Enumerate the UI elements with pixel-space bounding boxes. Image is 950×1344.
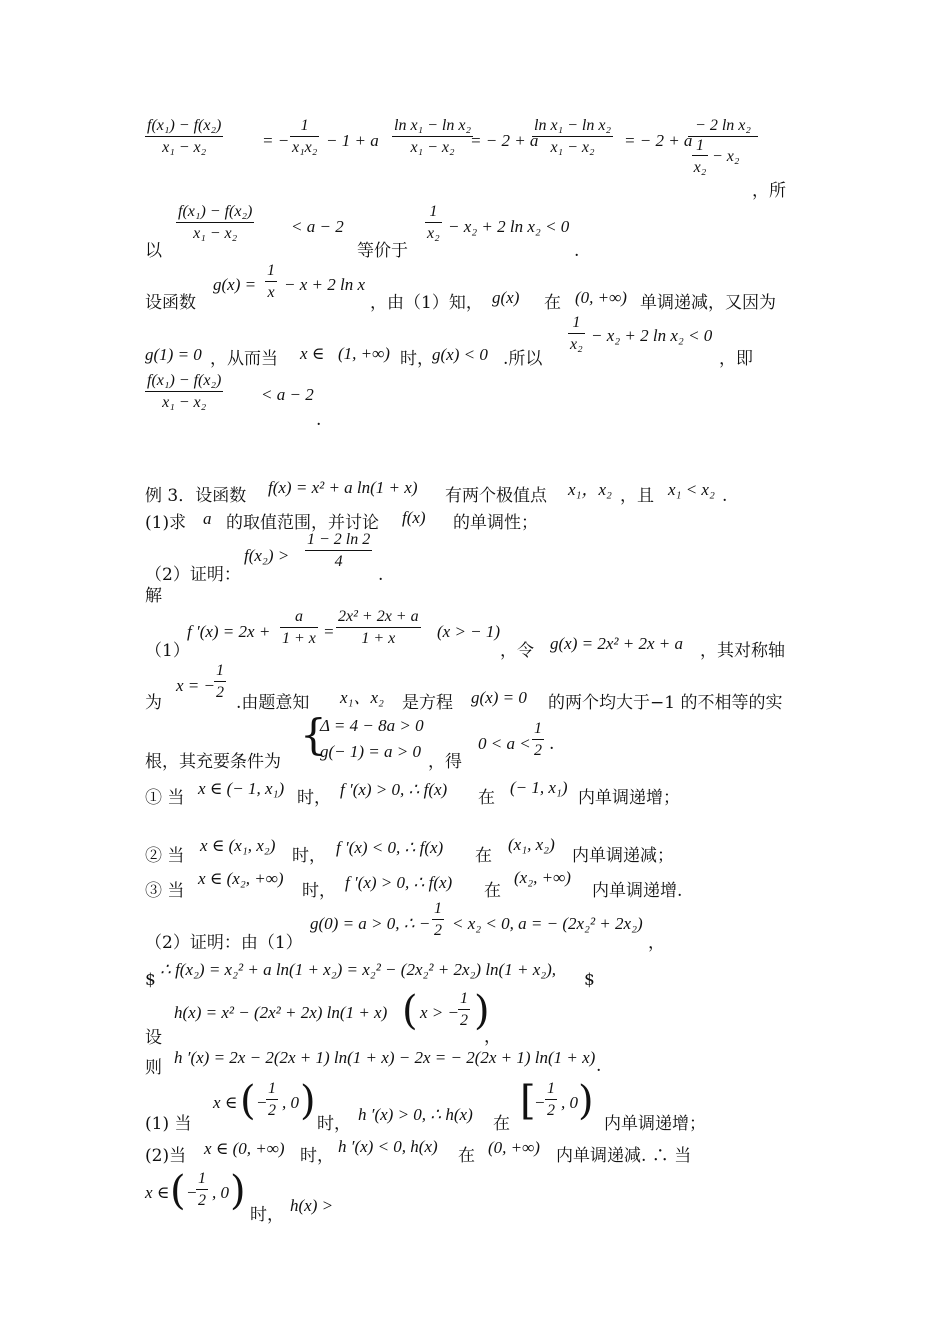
fraction-derivative: 2x² + 2x + a 1 + x — [338, 608, 419, 647]
fraction-one-half: 1 2 — [216, 662, 224, 701]
fraction-one-over-x1x2: 1 x₁x₂ — [292, 117, 318, 156]
fraction-log-difference-2: ln x₁ − ln x₂ x₁ − x₂ — [534, 117, 612, 156]
fraction-one-half-g: 1 2 — [198, 1170, 206, 1209]
example-heading: 例 3．设函数 — [145, 486, 247, 506]
fraction-difference-quotient-3: f(x₁) − f(x₂) x₁ − x₂ — [147, 372, 222, 411]
fraction-difference-quotient-2: f(x₁) − f(x₂) x₁ − x₂ — [178, 203, 253, 242]
fraction-one-half-c: 1 2 — [434, 900, 442, 939]
fraction-log-difference: ln x₁ − ln x₂ x₁ − x₂ — [394, 117, 472, 156]
fraction-one-half-d: 1 2 — [460, 990, 468, 1029]
fraction-compound: − 2 ln x₂ 1 x₂ − x₂ — [688, 117, 758, 183]
fraction-one-half-e: 1 2 — [268, 1080, 276, 1119]
fraction-bound: 1 − 2 ln 2 4 — [307, 531, 371, 570]
document-page: f(x₁) − f(x₂) x₁ − x₂ = − 1 x₁x₂ − 1 + a ln x₁ − ln x₂ x₁ − x₂ = − 2 + a ln x₁ − ln x₂ x₁ − x₂ = − 2 + a − 2 ln x₂ 1 x₂ − x₂ ，所 以 f(x₁) − f(x₂) x₁ − x₂ < a − 2 等价于 1 x₂ − x₂ + 2 ln x₂ < 0 . 设函数 g(x) = 1 x − x + 2 ln x ，由（1）知， g(x) 在 (0, +∞) 单调递减，又因为 g(1) = 0 ，从而当 x ∈ (1, +∞) 时， g(x) < 0 .所以 1 x₂ − x₂ + 2 ln x₂ < 0 ，即 f(x₁) − f(x₂) x₁ − x₂ < a − 2 . 例 3．设函数 f(x) = x² + a ln(1 + x) 有两个极值点 x₁，x₂ ，且 x₁ < x₂ . (1)求 a 的取值范围，并讨论 f(x) 的单调性； （2）证明： f(x₂) > 1 − 2 ln 2 4 . 解 （1） f ′(x) = 2x + a 1 + x = 2x² + 2x + a 1 + x (x > − 1) ，令 g(x) = 2x² + 2x + a ，其对称轴 为 x = − 1 2 .由题意知 x₁、x₂ 是方程 g(x) = 0 的两个均大于−1 的不相等的实 根，其充要条件为 { Δ = 4 − 8a > 0 g(− 1) = a > 0 ，得 0 < a < 1 2 . ① 当 x ∈ (− 1, x₁) 时， f ′(x) > 0, ∴ f(x) 在 (− 1, x₁) 内单调递增； ② 当 x ∈ (x₁, x₂) 时， f ′(x) < 0, ∴ f(x) 在 (x₁, x₂) 内单调递减； ③ 当 x ∈ (x₂, +∞) 时， f ′(x) > 0, ∴ f(x) 在 (x₂, +∞) 内单调递增. （2）证明：由（1） g(0) = a > 0, ∴ − 1 2 < x₂ < 0, a = − (2x₂² + 2x₂) ， $ ∴ f(x₂) = x₂² + a ln(1 + x₂) = x₂² − (2x₂² + 2x₂) ln(1 + x₂), $ h(x) = x² − (2x² + 2x) ln(1 + x) ( x > − 1 2 ) ， 设 则 h ′(x) = 2x − 2(2x + 1) ln(1 + x) − 2x = − 2(2x + 1) ln(1 + x) . (1) 当 x ∈ ( − 1 2 , 0 ) 时， h ′(x) > 0, ∴ h(x) 在 [ − 1 2 , 0 ) 内单调递增； (2)当 x ∈ (0, +∞) 时， h ′(x) < 0, h(x) 在 (0, +∞) 内单调递减. ∴ 当 x ∈ ( − 1 2 , 0 ) 时， h(x) > — [145, 117, 786, 1225]
fraction-one-over-x: 1 x — [267, 262, 275, 301]
fraction-difference-quotient: f(x₁) − f(x₂) x₁ − x₂ — [147, 117, 222, 156]
fraction-one-half-f: 1 2 — [547, 1080, 555, 1119]
fraction-one-over-x2: 1 x₂ — [427, 203, 440, 242]
system-brace: { — [300, 710, 327, 759]
fraction-one-half-b: 1 2 — [534, 720, 542, 759]
fraction-a-over-1px: a 1 + x — [282, 608, 316, 647]
fraction-one-over-x2-b: 1 x₂ — [570, 314, 583, 353]
